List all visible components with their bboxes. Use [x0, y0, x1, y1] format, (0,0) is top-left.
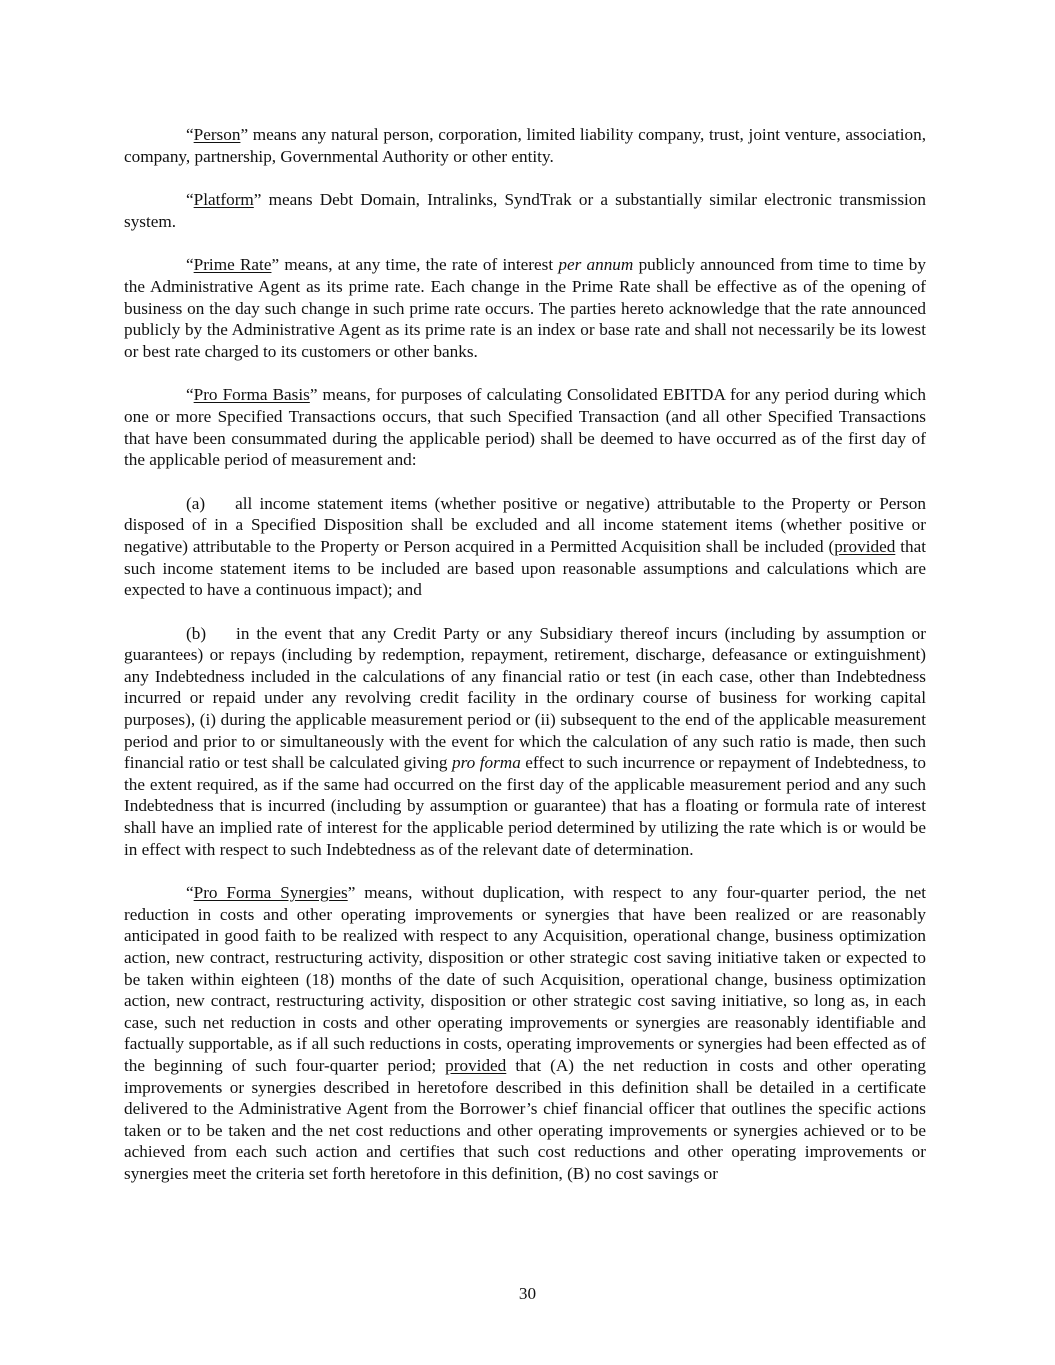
paragraph-text: that such income statement items to be included are based upon reasonable assumptions and calculations which are expected to have a continuous impact); and — [124, 536, 926, 600]
italic-term: per annum — [558, 255, 634, 275]
underlined-term: provided — [445, 1055, 507, 1075]
underlined-term: Person — [193, 125, 241, 144]
paragraph-text: publicly announced from time to time by the Administrative Agent as its prime rate. Each change in the Prime Rate shall be effective as of the opening of business on the day such change in such prime rate occurs. The parties hereto acknowledge that the rate announced publicly by the Administrative Agent as its prime rate is an index or base rate and shall not necessarily be its lowest or best rate charged to its customers or other banks. — [124, 255, 926, 361]
definition-platform — [124, 189, 926, 232]
paragraph-text: effect to such incurrence or repayment of Indebtedness, to the extent required, as if the same had occurred on the first day of the applicable measurement period and any such Indebtedness that is incurred (including by assumption or guarantee) that has a floating or formula rate of interest shall have an implied rate of interest for the applicable period determined by utilizing the rate which is or would be in effect with respect to such Indebtedness as of the relevant date of determination. — [124, 753, 926, 859]
clause-b — [124, 623, 926, 861]
paragraph-text: ” means, at any time, the rate of interest — [271, 255, 559, 275]
paragraph-text: ” means, for purposes of calculating Consolidated EBITDA for any period during which one or more Specified Transactions occurs, that such Specified Transaction (and all other Specified Transactions that have been consummated during the applicable period) shall be deemed to have occurred as of the first day of the applicable period of measurement and: — [124, 385, 927, 470]
clause-a — [124, 493, 926, 601]
underlined-term: Prime Rate — [193, 255, 272, 275]
clause-label: (b) — [186, 623, 207, 643]
paragraph-text: ” means Debt Domain, Intralinks, SyndTrak or a substantially similar electronic transmission system. — [124, 190, 926, 231]
definition-prime-rate — [124, 254, 926, 362]
paragraph-text: all income statement items (whether positive or negative) attributable to the Property or Person disposed of in a Specified Disposition shall be excluded and all income statement items (whether positive or negative) attributable to the Property or Person acquired in a Permitted Acquisition shall be included ( — [124, 493, 926, 556]
clause-label: (a) — [186, 493, 206, 513]
definition-pro-forma-basis — [124, 384, 926, 470]
paragraph-text: in the event that any Credit Party or any Subsidiary thereof incurs (including by assumption or guarantees) or repays (including by redemption, repayment, retirement, discharge, defeasance or extinguishment) any Indebtedness included in the calculations of any financial ratio or test (in each case, other than Indebtedness incurred or repaid under any revolving credit facility in the ordinary course of business for working capital purposes), (i) during the applicable measurement period or (ii) subsequent to the end of the applicable measurement period and prior to or simultaneously with the event for which the calculation of any such ratio is made, then such financial ratio or test shall be calculated giving — [124, 623, 926, 773]
paragraph-text: “ — [186, 125, 194, 144]
document-body — [124, 124, 926, 1207]
paragraph-text: “ — [186, 883, 194, 903]
underlined-term: Pro Forma Synergies — [193, 883, 348, 903]
underlined-term: provided — [834, 536, 896, 556]
underlined-term: Platform — [193, 190, 254, 210]
definition-person — [124, 124, 926, 167]
paragraph-text: “ — [186, 190, 194, 210]
paragraph-text: that (A) the net reduction in costs and other operating improvements or synergies described in heretofore described in this definition shall be detailed in a certificate delivered to the Administrative Agent from the Borrower’s chief financial officer that outlines the specific actions taken or to be taken and the net cost reductions and other operating improvements or synergies achieved or to be achieved from each such action and certifies that such cost reductions and other operating improvements or synergies meet the criteria set forth heretofore in this definition, (B) no cost savings or — [124, 1055, 926, 1183]
italic-term: pro forma — [452, 753, 521, 773]
underlined-term: Pro Forma Basis — [193, 385, 310, 405]
paragraph-text: ” means any natural person, corporation, limited liability company, trust, joint venture, association, company, partnership, Governmental Authority or other entity. — [124, 125, 926, 166]
paragraph-text: “ — [186, 255, 194, 275]
page-number: 30 — [518, 1284, 537, 1303]
paragraph-text: ” means, without duplication, with respect to any four-quarter period, the net reduction in costs and other operating improvements or synergies that have been realized or are reasonably anticipated in good faith to be realized with respect to any Acquisition, operational change, business optimization action, new contract, restructuring activity, disposition or other strategic cost saving initiative taken or expected to be taken within eighteen (18) months of the date of such Acquisition, operational change, business optimization action, new contract, restructuring activity, disposition or other strategic cost saving initiative, so long as, in each case, such net reduction in costs and other operating improvements or synergies are reasonably identifiable and factually supportable, as if all such reductions in costs, operating improvements or synergies had been effected as of the beginning of such four-quarter period; — [124, 883, 926, 1075]
paragraph-text: “ — [186, 385, 194, 405]
definition-pro-forma-synergies — [124, 882, 926, 1184]
